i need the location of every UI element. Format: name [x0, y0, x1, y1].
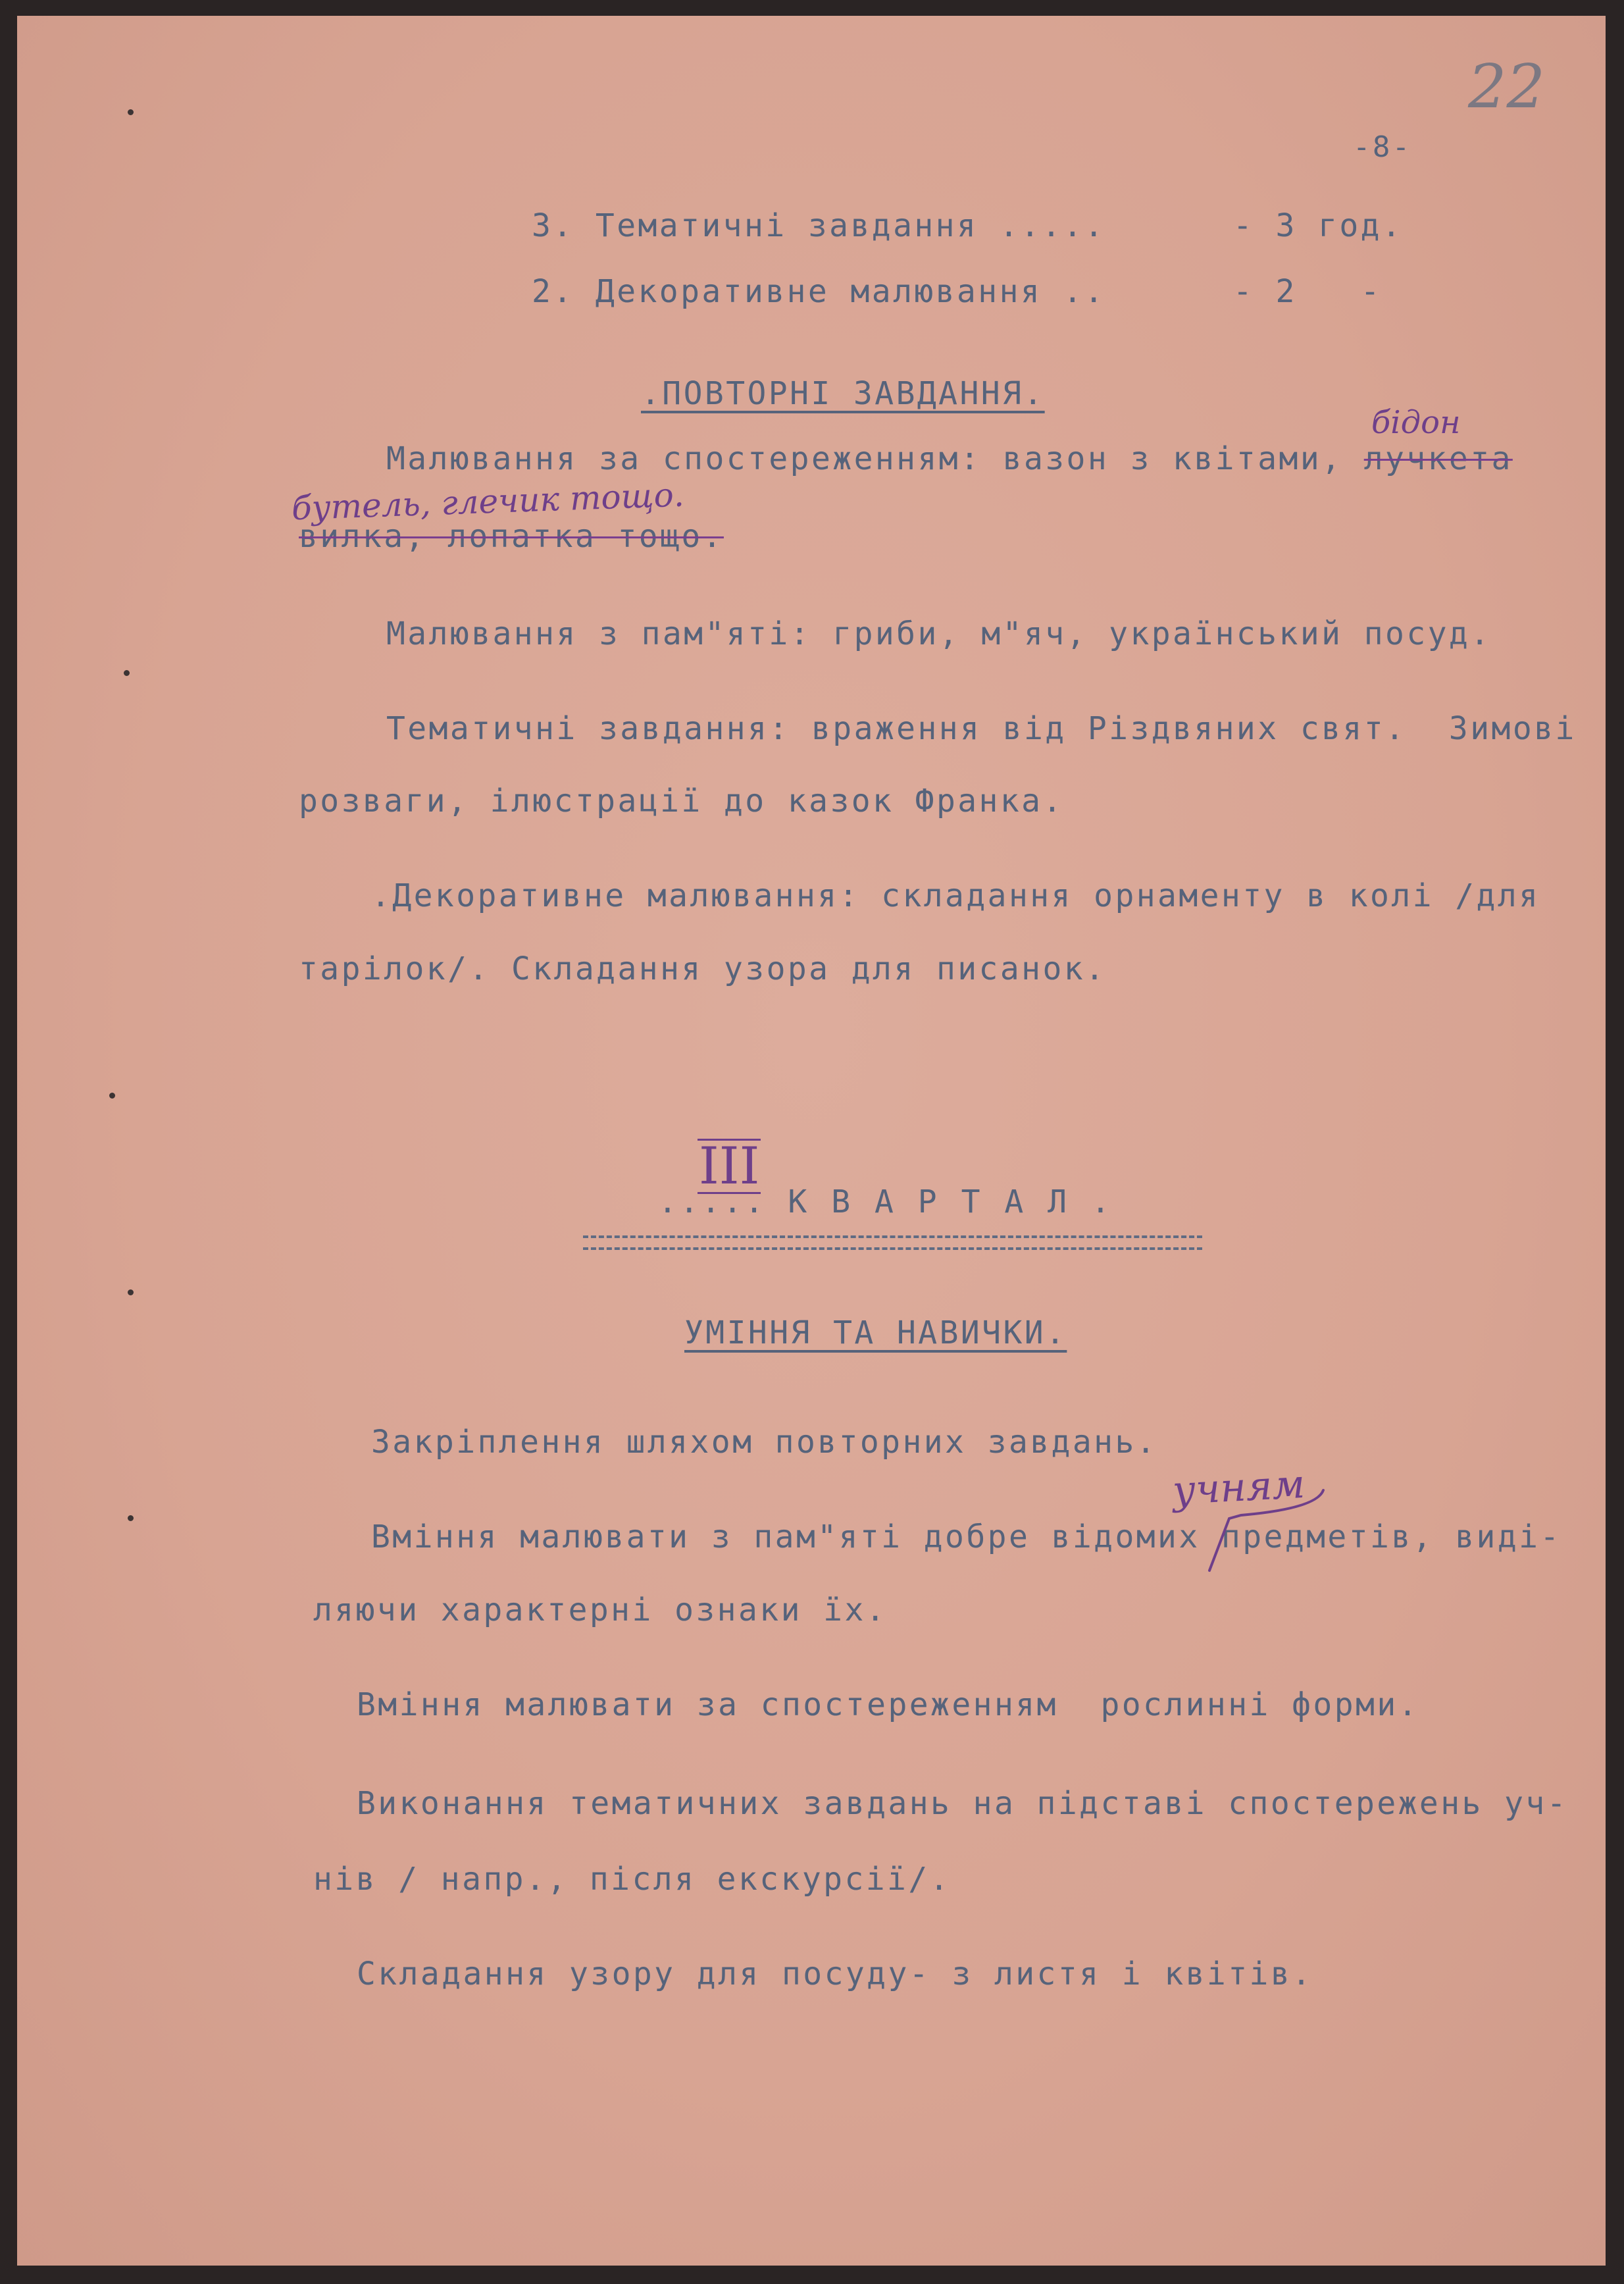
skills-observation-line: Вміння малювати за спостереженням рослинні форми.: [357, 1686, 1419, 1723]
repeat-tasks-heading: .ПОВТОРНІ ЗАВДАННЯ.: [641, 375, 1045, 412]
hours-decorative: 2. Декоративне малювання .. - 2 -: [532, 273, 1382, 310]
thematic-tasks-line-1: Тематичні завдання: враження від Різдвяних свят. Зимові: [386, 710, 1577, 747]
skills-thematic-line-2: нів / напр., після екскурсії/.: [313, 1861, 951, 1898]
quarter-heading: ..... К В А Р Т А Л .: [658, 1183, 1113, 1220]
margin-speck: [128, 1515, 134, 1521]
document-page: [17, 16, 1606, 2266]
skills-heading: УМІННЯ ТА НАВИЧКИ.: [684, 1314, 1067, 1351]
skills-thematic-line-1: Виконання тематичних завдань на підставі спостережень уч-: [357, 1785, 1569, 1822]
observation-struck-word: лучкета: [1363, 440, 1513, 477]
typed-page-number: -8-: [1353, 130, 1412, 164]
skills-pattern-line: Складання узору для посуду- з листя і квітів.: [357, 1956, 1313, 1992]
handwritten-page-number: 22: [1468, 51, 1546, 122]
hours-thematic: 3. Тематичні завдання ..... - 3 год.: [532, 207, 1404, 244]
handwritten-insert-line: бутель, глечик тощо.: [291, 475, 685, 528]
handwritten-insert-uchnyam: учням: [1171, 1461, 1306, 1515]
insertion-caret-mark: [17, 16, 1606, 2266]
margin-speck: [109, 1093, 115, 1099]
decorative-drawing-line-2: тарілок/. Складання узора для писанок.: [299, 950, 1107, 987]
decorative-drawing-line-1: .Декоративне малювання: складання орнаменту в колі /для: [371, 877, 1540, 914]
handwritten-insert-bidon: бідон: [1371, 404, 1461, 441]
quarter-double-underline: [583, 1235, 1202, 1250]
thematic-tasks-line-2: розваги, ілюстрації до казок Франка.: [299, 783, 1064, 819]
observation-line: [386, 440, 1513, 477]
observation-struck-line: вилка, лопатка тощо.: [299, 518, 724, 555]
skills-memory-line-1: Вміння малювати з пам"яті добре відомих предметів, виді-: [371, 1518, 1561, 1555]
memory-drawing-line: Малювання з пам"яті: гриби, м"яч, український посуд.: [386, 615, 1492, 652]
handwritten-quarter-number: III: [699, 1137, 760, 1196]
skills-memory-line-2: ляючи характерні ознаки їх.: [313, 1592, 888, 1628]
skills-reinforcement: Закріплення шляхом повторних завдань.: [371, 1424, 1158, 1461]
margin-speck: [128, 1289, 134, 1295]
observation-text: Малювання за спостереженням: вазон з квітами,: [386, 440, 1364, 477]
margin-speck: [124, 670, 130, 676]
margin-speck: [128, 109, 134, 115]
